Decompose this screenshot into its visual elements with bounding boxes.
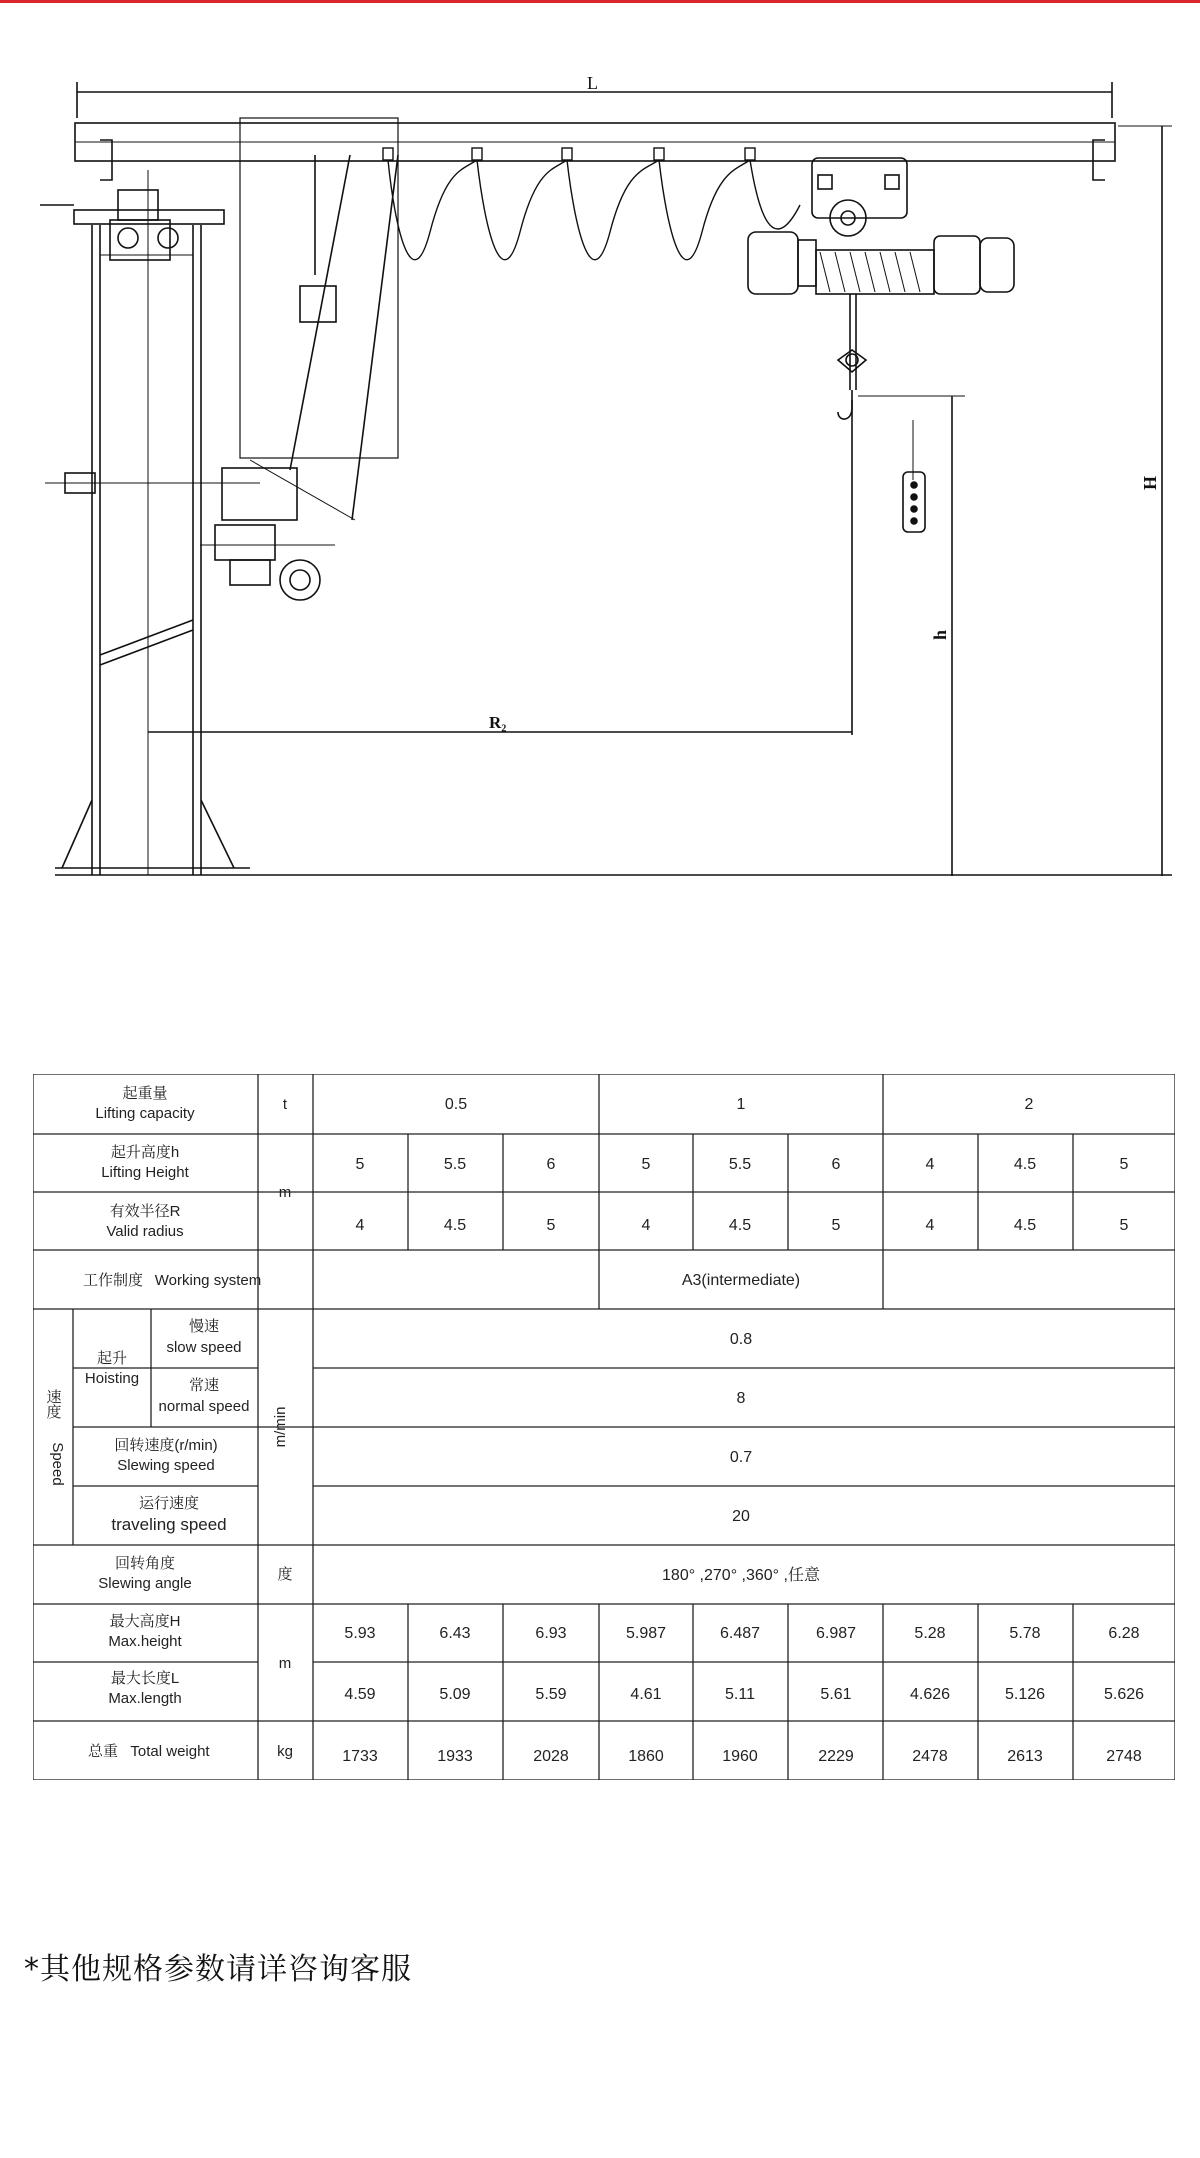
footnote-contact-service: *其他规格参数请详咨询客服 [24, 1952, 412, 1987]
jib-crane-drawing [0, 60, 1200, 890]
dimension-label-h-hook: h [930, 629, 950, 640]
radius-value: 5 [831, 1217, 841, 1234]
top-accent-line [0, 0, 1200, 3]
weight-value: 2748 [1106, 1748, 1142, 1765]
slewing-speed-label-en: Slewing speed [117, 1457, 215, 1474]
capacity-value-2: 1 [736, 1096, 746, 1113]
dimension-label-h-total: H [1140, 475, 1160, 490]
angle-value: 180° ,270° ,360° ,任意 [662, 1567, 820, 1584]
max-height-value: 6.987 [815, 1625, 857, 1642]
max-unit: m [278, 1655, 292, 1672]
max-length-label-zh: 最大长度L [110, 1670, 180, 1687]
max-length-value: 4.61 [630, 1686, 662, 1703]
normal-speed-label-en: normal speed [158, 1398, 250, 1415]
max-height-value: 6.487 [719, 1625, 761, 1642]
lift-height-value: 5 [1119, 1156, 1129, 1173]
weight-value: 2478 [912, 1748, 948, 1765]
slow-speed-label-en: slow speed [166, 1339, 242, 1356]
radius-value: 5 [1119, 1217, 1129, 1234]
speed-unit: m/min [272, 1406, 289, 1448]
lift-height-value: 5.5 [728, 1156, 752, 1173]
max-length-value: 5.61 [820, 1686, 852, 1703]
lift-height-value: 6 [546, 1156, 556, 1173]
slewing-speed-value: 0.7 [729, 1449, 753, 1466]
height-radius-unit: m [278, 1184, 292, 1201]
capacity-unit: t [282, 1096, 288, 1113]
radius-label-zh: 有效半径R [109, 1203, 181, 1220]
hoisting-label-en: Hoisting [84, 1370, 140, 1387]
radius-label-en: Valid radius [106, 1223, 184, 1240]
angle-label-en: Slewing angle [98, 1575, 192, 1592]
radius-value: 4.5 [443, 1217, 467, 1234]
weight-value: 2229 [818, 1748, 854, 1765]
radius-value: 4 [925, 1217, 935, 1234]
max-length-label-en: Max.length [108, 1690, 182, 1707]
travel-speed-label-en: traveling speed [111, 1515, 227, 1534]
max-length-value: 4.626 [909, 1686, 951, 1703]
weight-value: 2613 [1007, 1748, 1043, 1765]
max-length-value: 5.11 [725, 1686, 755, 1703]
max-length-value: 5.59 [535, 1686, 567, 1703]
max-length-value: 5.09 [439, 1686, 471, 1703]
working-label-zh: 工作制度 [82, 1272, 144, 1289]
lift-height-value: 5 [641, 1156, 651, 1173]
angle-unit: 度 [277, 1566, 293, 1583]
radius-value: 4.5 [728, 1217, 752, 1234]
radius-value: 5 [546, 1217, 556, 1234]
speed-group-zh: 速度 [44, 1389, 62, 1419]
dimension-label-l: L [587, 73, 598, 93]
weight-value: 1733 [342, 1748, 378, 1765]
radius-value: 4 [355, 1217, 365, 1234]
speed-group-en: Speed [49, 1442, 66, 1486]
max-height-value: 5.93 [344, 1625, 376, 1642]
capacity-value-1: 0.5 [444, 1096, 468, 1113]
lift-height-value: 4 [925, 1156, 935, 1173]
lift-height-value: 6 [831, 1156, 841, 1173]
slow-speed-label-zh: 慢速 [188, 1318, 220, 1335]
weight-label-en: Total weight [130, 1743, 210, 1760]
travel-speed-label-zh: 运行速度 [138, 1495, 200, 1512]
hoisting-label-zh: 起升 [96, 1350, 128, 1367]
weight-value: 1960 [722, 1748, 758, 1765]
radius-value: 4.5 [1013, 1217, 1037, 1234]
max-height-value: 5.28 [914, 1625, 946, 1642]
lift-height-label-en: Lifting Height [101, 1164, 189, 1181]
max-height-value: 6.43 [439, 1625, 471, 1642]
specification-table [33, 1074, 1175, 1780]
lift-height-value: 5.5 [443, 1156, 467, 1173]
max-height-label-en: Max.height [108, 1633, 182, 1650]
capacity-label-en: Lifting capacity [95, 1105, 195, 1122]
max-length-value: 5.626 [1103, 1686, 1145, 1703]
travel-speed-value: 20 [732, 1508, 750, 1525]
max-height-label-zh: 最大高度H [109, 1613, 181, 1630]
weight-value: 1933 [437, 1748, 473, 1765]
normal-speed-value: 8 [736, 1390, 746, 1407]
dimension-label-r2: R₂ [489, 713, 507, 732]
lift-height-label-zh: 起升高度h [110, 1144, 180, 1161]
slewing-speed-label-zh: 回转速度(r/min) [114, 1437, 218, 1454]
max-length-value: 4.59 [344, 1686, 376, 1703]
max-height-value: 5.78 [1009, 1625, 1041, 1642]
capacity-value-3: 2 [1024, 1096, 1034, 1113]
radius-value: 4 [641, 1217, 651, 1234]
max-length-value: 5.126 [1004, 1686, 1046, 1703]
weight-value: 2028 [533, 1748, 569, 1765]
working-label-en: Working system [154, 1272, 262, 1289]
max-height-value: 6.93 [535, 1625, 567, 1642]
weight-label-zh: 总重 [87, 1743, 119, 1760]
lift-height-value: 4.5 [1013, 1156, 1037, 1173]
angle-label-zh: 回转角度 [114, 1555, 176, 1572]
max-height-value: 6.28 [1108, 1625, 1140, 1642]
normal-speed-label-zh: 常速 [188, 1377, 220, 1394]
capacity-label-zh: 起重量 [122, 1085, 168, 1102]
weight-unit: kg [277, 1743, 293, 1760]
slow-speed-value: 0.8 [729, 1331, 753, 1348]
lift-height-value: 5 [355, 1156, 365, 1173]
max-height-value: 5.987 [625, 1625, 667, 1642]
weight-value: 1860 [628, 1748, 664, 1765]
working-value: A3(intermediate) [681, 1272, 801, 1289]
